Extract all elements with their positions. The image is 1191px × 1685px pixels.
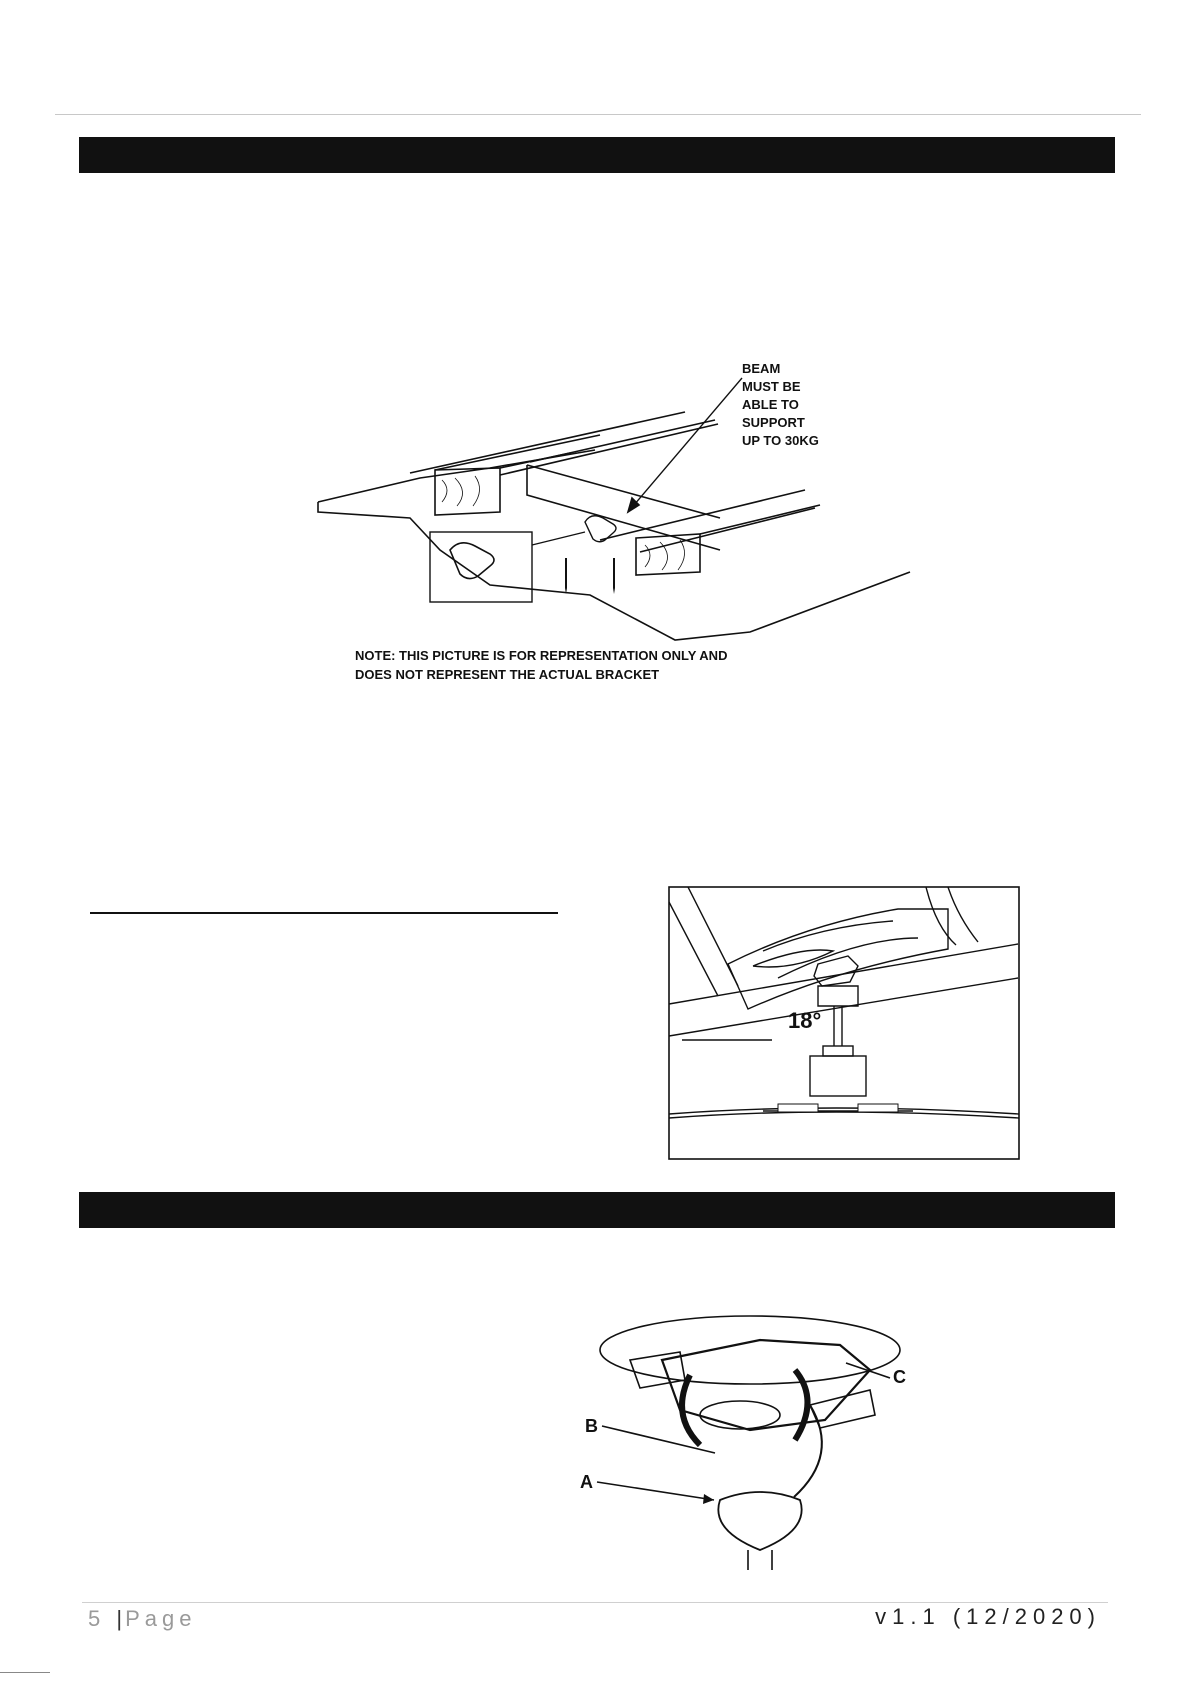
header-rule — [55, 114, 1141, 115]
note-line-1: NOTE: THIS PICTURE IS FOR REPRESENTATION ONLY AND — [355, 648, 728, 663]
callout-line-2: MUST BE — [742, 379, 801, 394]
label-c: C — [893, 1367, 906, 1387]
corner-mark — [0, 1672, 50, 1679]
footer-separator: | — [116, 1606, 126, 1631]
callout-line-5: UP TO 30KG — [742, 433, 819, 448]
canopy-bracket-illustration — [570, 1310, 940, 1570]
note-line-2: DOES NOT REPRESENT THE ACTUAL BRACKET — [355, 667, 660, 682]
beam-mounting-illustration — [300, 340, 920, 700]
callout-line-3: ABLE TO — [742, 397, 799, 412]
footer-rule — [82, 1602, 1108, 1603]
callout-line-4: SUPPORT — [742, 415, 805, 430]
beam-callout-text — [742, 361, 819, 448]
callout-line-1: BEAM — [742, 361, 781, 376]
label-b: B — [585, 1416, 598, 1436]
angle-label: 18° — [788, 1008, 822, 1033]
page-word: Page — [125, 1606, 197, 1631]
page-footer — [88, 1606, 196, 1632]
sloped-ceiling-illustration — [668, 886, 1020, 1160]
page-number: 5 — [88, 1606, 106, 1631]
label-a: A — [580, 1472, 593, 1492]
version-label: v1.1 (12/2020) — [875, 1604, 1101, 1629]
section-header-bar-2 — [79, 1192, 1115, 1228]
figure-note — [355, 648, 731, 682]
section-header-bar-1 — [79, 137, 1115, 173]
heading-underline — [90, 912, 558, 914]
